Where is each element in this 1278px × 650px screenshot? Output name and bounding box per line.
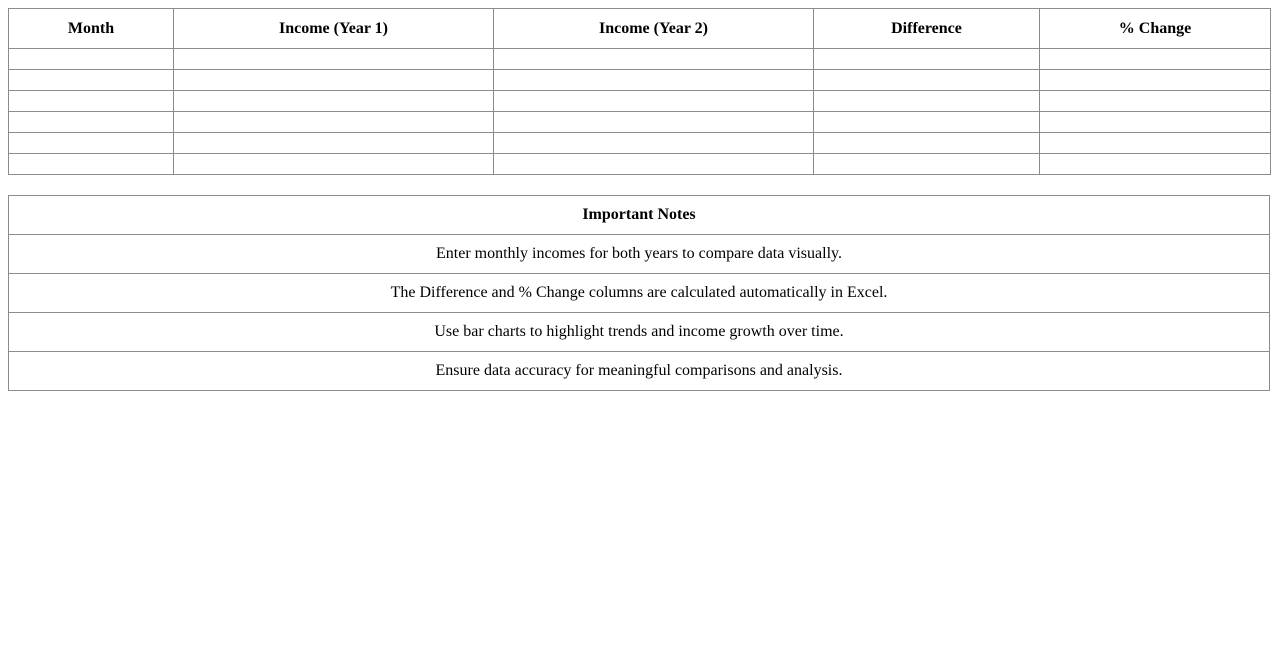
header-month: Month [9, 9, 174, 49]
note-item: The Difference and % Change columns are calculated automatically in Excel. [9, 274, 1270, 313]
header-row [9, 9, 1271, 49]
note-item: Use bar charts to highlight trends and income growth over time. [9, 313, 1270, 352]
cell-income-year-1[interactable] [174, 49, 494, 70]
cell-income-year-1[interactable] [174, 91, 494, 112]
cell-month[interactable] [9, 91, 174, 112]
table-row [9, 70, 1271, 91]
note-row [9, 313, 1270, 352]
cell-difference[interactable] [814, 49, 1040, 70]
cell-income-year-2[interactable] [494, 49, 814, 70]
table-row [9, 91, 1271, 112]
cell-percent-change[interactable] [1040, 112, 1271, 133]
cell-percent-change[interactable] [1040, 49, 1271, 70]
cell-difference[interactable] [814, 154, 1040, 175]
cell-difference[interactable] [814, 112, 1040, 133]
table-row [9, 49, 1271, 70]
cell-income-year-1[interactable] [174, 70, 494, 91]
cell-income-year-2[interactable] [494, 70, 814, 91]
table-row [9, 112, 1271, 133]
table-row [9, 133, 1271, 154]
cell-income-year-1[interactable] [174, 133, 494, 154]
income-comparison-table [8, 8, 1271, 175]
note-item: Ensure data accuracy for meaningful comparisons and analysis. [9, 352, 1270, 391]
cell-month[interactable] [9, 70, 174, 91]
cell-percent-change[interactable] [1040, 133, 1271, 154]
header-income-year-1: Income (Year 1) [174, 9, 494, 49]
cell-difference[interactable] [814, 91, 1040, 112]
cell-income-year-2[interactable] [494, 91, 814, 112]
cell-month[interactable] [9, 133, 174, 154]
cell-difference[interactable] [814, 70, 1040, 91]
cell-difference[interactable] [814, 133, 1040, 154]
cell-percent-change[interactable] [1040, 154, 1271, 175]
cell-month[interactable] [9, 154, 174, 175]
cell-income-year-2[interactable] [494, 133, 814, 154]
important-notes-table [8, 195, 1270, 391]
cell-income-year-1[interactable] [174, 112, 494, 133]
header-percent-change: % Change [1040, 9, 1271, 49]
cell-percent-change[interactable] [1040, 70, 1271, 91]
page [8, 8, 1270, 391]
note-row [9, 274, 1270, 313]
table-row [9, 154, 1271, 175]
cell-income-year-1[interactable] [174, 154, 494, 175]
header-income-year-2: Income (Year 2) [494, 9, 814, 49]
header-difference: Difference [814, 9, 1040, 49]
cell-income-year-2[interactable] [494, 154, 814, 175]
notes-title: Important Notes [9, 196, 1270, 235]
notes-header-row [9, 196, 1270, 235]
cell-income-year-2[interactable] [494, 112, 814, 133]
note-item: Enter monthly incomes for both years to compare data visually. [9, 235, 1270, 274]
cell-month[interactable] [9, 112, 174, 133]
note-row [9, 235, 1270, 274]
cell-month[interactable] [9, 49, 174, 70]
note-row [9, 352, 1270, 391]
cell-percent-change[interactable] [1040, 91, 1271, 112]
